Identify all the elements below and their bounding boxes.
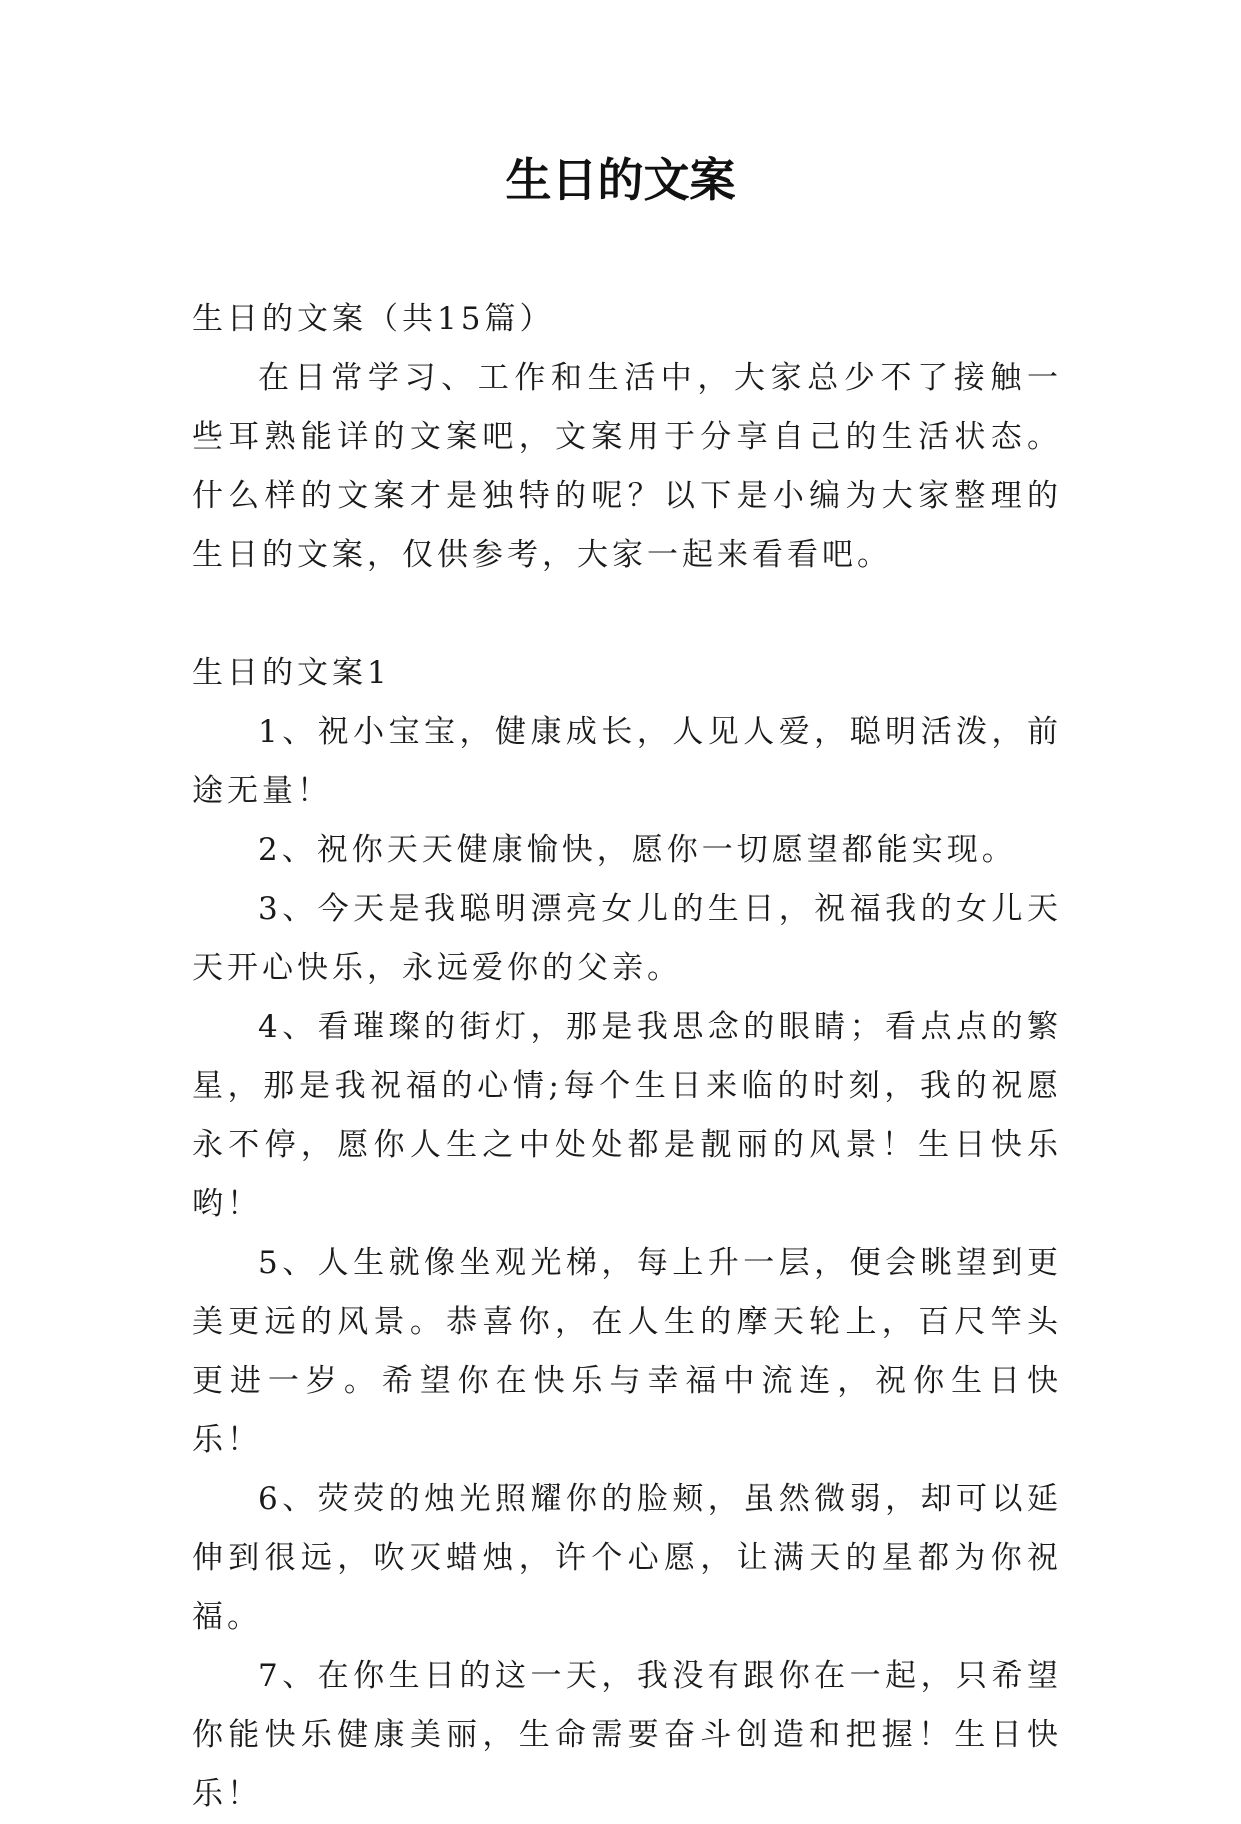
document-subtitle: 生日的文案（共15篇） — [192, 301, 555, 337]
list-item: 6、荧荧的烛光照耀你的脸颊，虽然微弱，却可以延伸到很远，吹灭蜡烛，许个心愿，让满天的星都为你祝福。 — [192, 1481, 1062, 1635]
intro-paragraph: 在日常学习、工作和生活中，大家总少不了接触一些耳熟能详的文案吧，文案用于分享自己的生活状态。什么样的文案才是独特的呢？以下是小编为大家整理的生日的文案，仅供参考，大家一起来看看吧。 — [192, 360, 1062, 573]
section-spacer — [192, 585, 1062, 644]
list-item: 5、人生就像坐观光梯，每上升一层，便会眺望到更美更远的风景。恭喜你，在人生的摩天轮上，百尺竿头更进一岁。希望你在快乐与幸福中流连，祝你生日快乐！ — [192, 1245, 1062, 1458]
document-title: 生日的文案 — [505, 153, 736, 207]
list-item: 7、在你生日的这一天，我没有跟你在一起，只希望你能快乐健康美丽，生命需要奋斗创造和把握！生日快乐！ — [192, 1658, 1062, 1812]
list-item: 1、祝小宝宝，健康成长，人见人爱，聪明活泼，前途无量！ — [192, 714, 1062, 809]
document-body — [192, 290, 1062, 1824]
list-item: 3、今天是我聪明漂亮女儿的生日，祝福我的女儿天天开心快乐，永远爱你的父亲。 — [192, 891, 1062, 986]
section-heading: 生日的文案1 — [192, 655, 391, 691]
list-item: 2、祝你天天健康愉快，愿你一切愿望都能实现。 — [258, 832, 1017, 868]
list-item: 4、看璀璨的街灯，那是我思念的眼睛；看点点的繁星，那是我祝福的心情;每个生日来临的时刻，我的祝愿永不停，愿你人生之中处处都是靓丽的风景！生日快乐哟！ — [192, 1009, 1062, 1222]
